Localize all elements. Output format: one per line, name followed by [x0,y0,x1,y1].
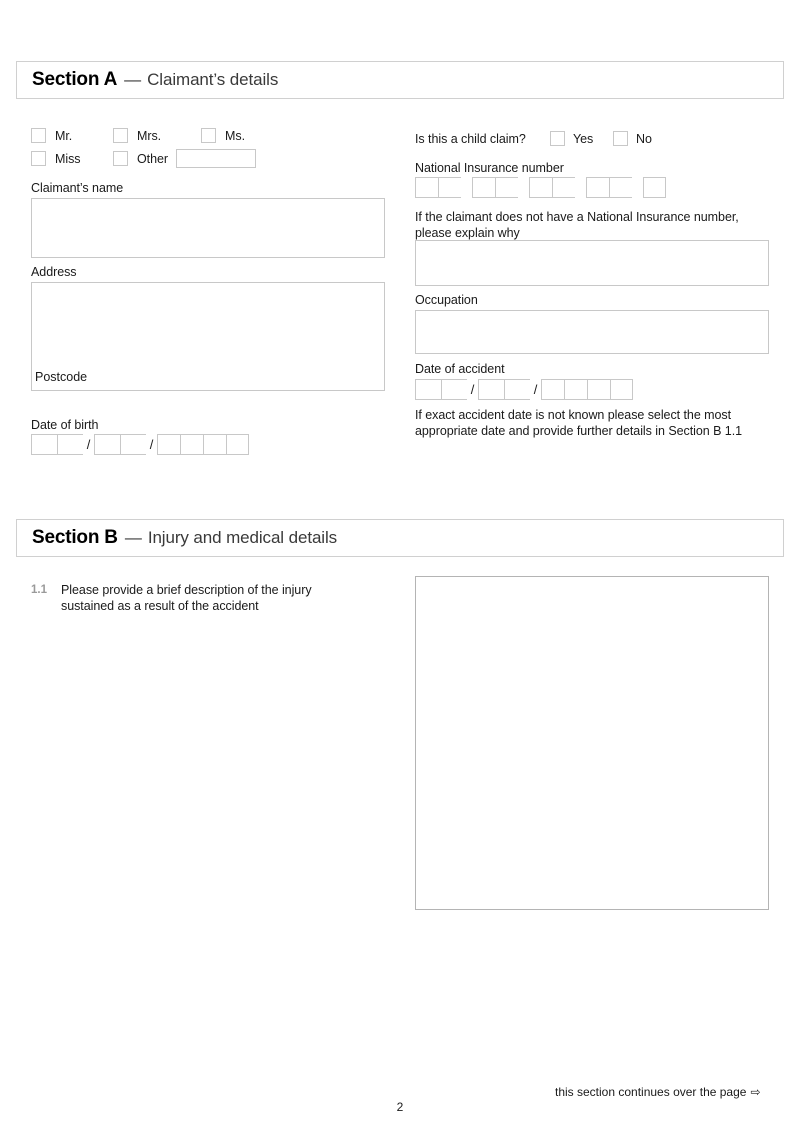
label-address: Address [31,265,77,279]
label-no-ni-reason: If the claimant does not have a National Insurance number, please explain why [415,210,739,240]
section-a-title: Section A [32,69,118,90]
ni-char-1[interactable] [415,177,438,198]
dob-year-1[interactable] [157,434,180,455]
label-occupation: Occupation [415,293,478,307]
label-title-miss: Miss [55,152,81,166]
note-accident-date: If exact accident date is not known please select the most appropriate date and provide further details in Section B 1.1 [415,408,743,438]
checkbox-title-miss[interactable] [31,151,46,166]
dob-year-3[interactable] [203,434,226,455]
dob-year-2[interactable] [180,434,203,455]
question-number-1-1: 1.1 [31,584,47,596]
arrow-right-icon: ⇨ [750,1085,761,1099]
dob-separator-2: / [149,437,154,452]
accident-separator-2: / [533,382,538,397]
dob-day-1[interactable] [31,434,57,455]
section-a-subtitle: Claimant’s details [147,70,279,89]
ni-gap-2 [518,177,529,198]
accident-day-1[interactable] [415,379,441,400]
accident-day-2[interactable] [441,379,467,400]
dob-month-1[interactable] [94,434,120,455]
ni-char-9[interactable] [643,177,666,198]
accident-year-3[interactable] [587,379,610,400]
ni-gap-1 [461,177,472,198]
ni-gap-3 [575,177,586,198]
input-date-of-birth[interactable] [31,434,249,455]
input-claimant-name[interactable] [31,198,385,258]
label-title-mrs: Mrs. [137,129,162,143]
accident-month-1[interactable] [478,379,504,400]
checkbox-title-ms[interactable] [201,128,216,143]
accident-year-4[interactable] [610,379,633,400]
label-child-claim-yes: Yes [573,132,594,146]
checkbox-title-mrs[interactable] [113,128,128,143]
dob-month-2[interactable] [120,434,146,455]
continues-note-text: this section continues over the page [555,1085,747,1099]
page-number: 2 [396,1100,404,1114]
section-a-dash: — [124,70,142,89]
section-b-title: Section B [32,527,118,548]
dob-separator-1: / [86,437,91,452]
label-title-other: Other [137,152,169,166]
ni-char-4[interactable] [495,177,518,198]
input-no-ni-reason[interactable] [415,240,769,286]
section-b-header [16,519,784,557]
label-postcode: Postcode [35,370,88,384]
label-date-of-birth: Date of birth [31,418,99,432]
question-text-1-1: Please provide a brief description of the injury sustained as a result of the accident [61,583,312,613]
accident-separator-1: / [470,382,475,397]
label-child-claim-no: No [636,132,652,146]
checkbox-title-mr[interactable] [31,128,46,143]
section-b-dash: — [124,528,142,547]
ni-char-2[interactable] [438,177,461,198]
label-claimant-name: Claimant’s name [31,181,124,195]
label-date-of-accident: Date of accident [415,362,505,376]
dob-year-4[interactable] [226,434,249,455]
ni-char-8[interactable] [609,177,632,198]
section-a-header [16,61,784,99]
label-ni-number: National Insurance number [415,161,564,175]
ni-char-5[interactable] [529,177,552,198]
ni-char-7[interactable] [586,177,609,198]
label-child-claim: Is this a child claim? [415,132,526,146]
checkbox-title-other[interactable] [113,151,128,166]
checkbox-child-claim-yes[interactable] [550,131,565,146]
input-title-other[interactable] [176,149,256,168]
ni-gap-4 [632,177,643,198]
dob-day-2[interactable] [57,434,83,455]
input-ni-number[interactable] [415,177,666,198]
input-date-of-accident[interactable] [415,379,633,400]
label-title-ms: Ms. [225,129,245,143]
ni-char-3[interactable] [472,177,495,198]
input-injury-description[interactable] [415,576,769,910]
input-occupation[interactable] [415,310,769,354]
ni-char-6[interactable] [552,177,575,198]
section-b-subtitle: Injury and medical details [147,528,338,547]
checkbox-child-claim-no[interactable] [613,131,628,146]
accident-year-1[interactable] [541,379,564,400]
accident-year-2[interactable] [564,379,587,400]
label-title-mr: Mr. [55,129,73,143]
continues-note [555,1085,761,1099]
accident-month-2[interactable] [504,379,530,400]
